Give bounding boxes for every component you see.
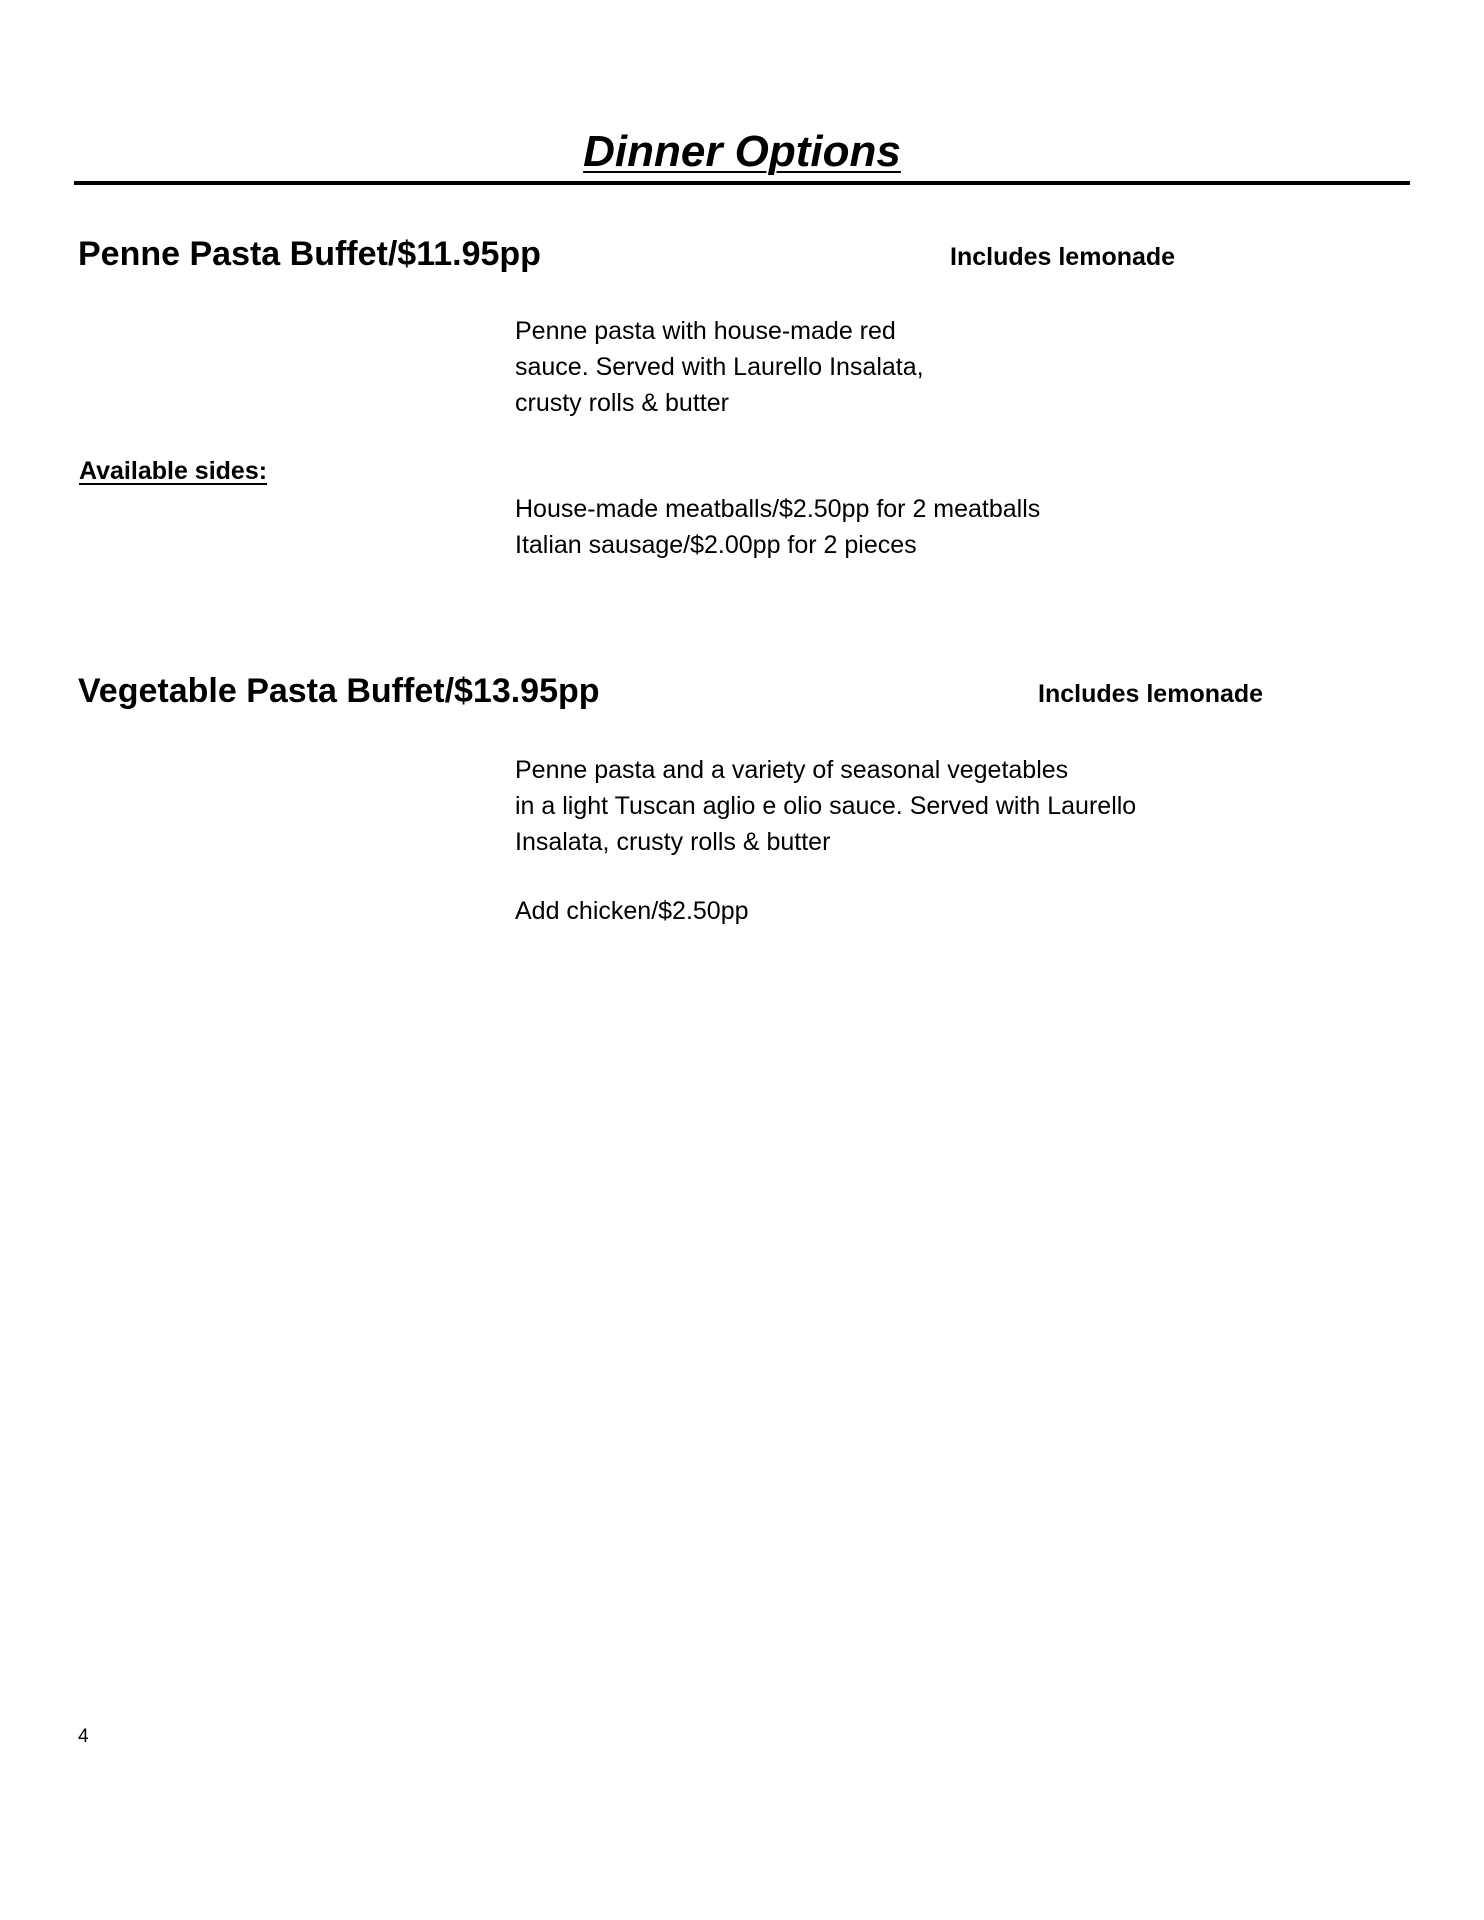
page-title: Dinner Options — [583, 127, 901, 176]
description-line: in a light Tuscan aglio e olio sauce. Served with Laurello — [515, 792, 1137, 820]
add-chicken-option: Add chicken/$2.50pp — [515, 897, 749, 925]
penne-description — [515, 313, 924, 421]
side-item: Italian sausage/$2.00pp for 2 pieces — [515, 531, 917, 559]
penne-includes-note: Includes lemonade — [950, 243, 1176, 271]
description-line: crusty rolls & butter — [515, 389, 729, 417]
description-line: Penne pasta with house-made red — [515, 317, 896, 345]
side-item: House-made meatballs/$2.50pp for 2 meatballs — [515, 495, 1041, 523]
description-line: Insalata, crusty rolls & butter — [515, 828, 831, 856]
page-number: 4 — [78, 1726, 89, 1747]
description-line: sauce. Served with Laurello Insalata, — [515, 353, 924, 381]
sides-list — [515, 491, 1040, 563]
vegetable-pasta-heading: Vegetable Pasta Buffet/$13.95pp — [78, 672, 600, 710]
vegetable-description — [515, 752, 1136, 860]
title-divider — [74, 181, 1410, 185]
available-sides-label: Available sides: — [79, 457, 268, 485]
description-line: Penne pasta and a variety of seasonal vegetables — [515, 756, 1069, 784]
penne-pasta-heading: Penne Pasta Buffet/$11.95pp — [78, 235, 541, 273]
vegetable-includes-note: Includes lemonade — [1038, 680, 1264, 708]
